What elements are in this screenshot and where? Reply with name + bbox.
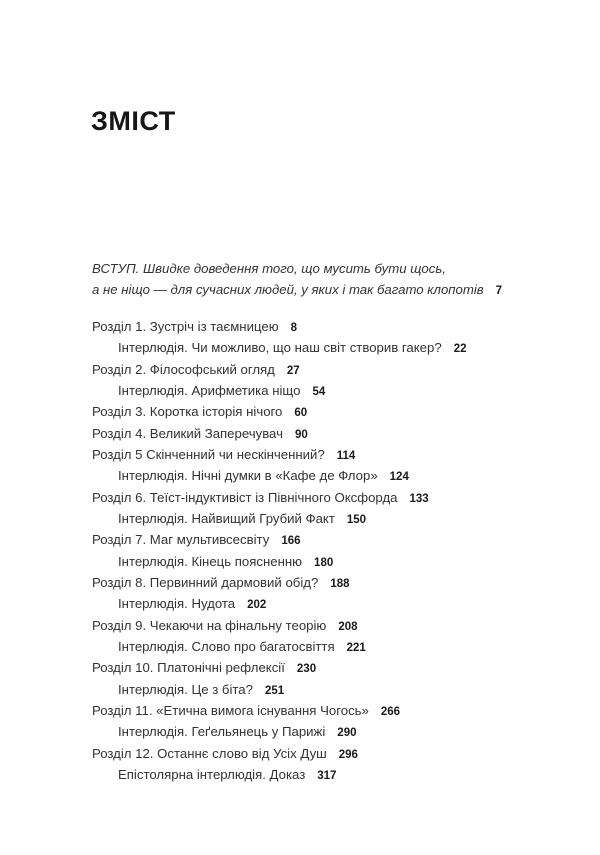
page-number: 317 bbox=[317, 769, 337, 782]
page-number: 114 bbox=[336, 449, 356, 462]
page-number: 221 bbox=[346, 641, 366, 654]
page-number: 180 bbox=[314, 556, 334, 569]
page-number: 133 bbox=[409, 492, 429, 505]
toc-chapter-entry[interactable] bbox=[92, 445, 466, 466]
page-title: ЗМІСТ bbox=[91, 106, 176, 136]
toc-chapter-entry[interactable] bbox=[92, 744, 466, 765]
entry-title: Розділ 12. Останнє слово від Усіх Душ bbox=[92, 745, 327, 761]
page-number: 230 bbox=[296, 663, 317, 676]
page-number: 7 bbox=[495, 284, 503, 297]
entry-title: Розділ 3. Коротка історія нічого bbox=[92, 404, 283, 420]
page-number: 296 bbox=[338, 748, 358, 761]
page-number: 90 bbox=[294, 428, 308, 441]
entry-title: Інтерлюдія. Чи можливо, що наш світ створив гакер? bbox=[118, 340, 442, 356]
entry-title: Розділ 9. Чекаючи на фінальну теорію bbox=[92, 617, 327, 633]
entry-title: Розділ 1. Зустріч із таємницею bbox=[92, 319, 279, 334]
intro-line-1: ВСТУП. Швидке доведення того, що мусить бути щось, bbox=[92, 261, 446, 276]
toc-interlude-entry[interactable] bbox=[92, 680, 466, 701]
toc-chapter-entry[interactable] bbox=[92, 616, 466, 637]
toc-interlude-entry[interactable] bbox=[92, 637, 466, 658]
toc-chapter-entry[interactable] bbox=[92, 701, 466, 722]
page-number: 8 bbox=[290, 322, 297, 334]
entry-title: Розділ 11. «Етична вимога існування Чогось» bbox=[92, 702, 369, 718]
page-number: 251 bbox=[264, 684, 285, 697]
toc-interlude-entry[interactable] bbox=[92, 338, 466, 359]
entry-title: Розділ 7. Маг мультивсесвіту bbox=[92, 532, 270, 548]
toc-intro-entry[interactable] bbox=[92, 259, 502, 301]
entry-title: Інтерлюдія. Найвищий Грубий Факт bbox=[118, 510, 335, 526]
toc-chapter-entry[interactable] bbox=[92, 317, 466, 338]
entry-title: Розділ 10. Платонічні рефлексії bbox=[92, 660, 285, 676]
toc-interlude-entry[interactable] bbox=[92, 509, 466, 530]
toc-chapter-entry[interactable] bbox=[92, 573, 466, 594]
intro-line-2: а не ніщо — для сучасних людей, у яких і так багато клопотів bbox=[92, 281, 484, 297]
page-number: 202 bbox=[247, 599, 267, 612]
toc-interlude-entry[interactable] bbox=[92, 381, 466, 402]
entry-title: Інтерлюдія. Це з біта? bbox=[118, 681, 253, 697]
entry-title: Інтерлюдія. Нічні думки в «Кафе де Флор» bbox=[118, 468, 378, 484]
page-number: 188 bbox=[330, 577, 350, 590]
entry-title: Інтерлюдія. Арифметика ніщо bbox=[118, 382, 301, 398]
entry-title: Інтерлюдія. Слово про багатосвіття bbox=[118, 638, 335, 654]
toc-interlude-entry[interactable] bbox=[92, 765, 466, 786]
page-number: 150 bbox=[346, 513, 367, 526]
entry-title: Розділ 8. Первинний дармовий обід? bbox=[92, 574, 319, 590]
page-number: 290 bbox=[337, 727, 357, 740]
entry-title: Розділ 5 Скінченний чи нескінченний? bbox=[92, 446, 325, 462]
page-number: 60 bbox=[294, 407, 308, 420]
toc-interlude-entry[interactable] bbox=[92, 466, 466, 487]
entry-title: Епістолярна інтерлюдія. Доказ bbox=[118, 766, 306, 782]
entry-title: Інтерлюдія. Нудота bbox=[118, 596, 236, 612]
toc-chapter-entry[interactable] bbox=[92, 658, 466, 679]
page-number: 22 bbox=[453, 343, 467, 356]
toc-chapter-entry[interactable] bbox=[92, 530, 466, 551]
toc-chapter-entry[interactable] bbox=[92, 488, 466, 509]
entry-title: Розділ 4. Великий Заперечувач bbox=[92, 425, 283, 441]
page-number: 124 bbox=[389, 471, 409, 484]
toc-chapter-entry[interactable] bbox=[92, 360, 466, 381]
entry-title: Розділ 2. Філософський огляд bbox=[92, 361, 275, 377]
toc-chapter-entry[interactable] bbox=[92, 402, 466, 423]
entry-title: Розділ 6. Теїст-індуктивіст із Північного Оксфорда bbox=[92, 489, 398, 505]
page-number: 166 bbox=[281, 535, 301, 548]
toc-interlude-entry[interactable] bbox=[92, 722, 466, 743]
page-number: 266 bbox=[380, 705, 401, 718]
toc-interlude-entry[interactable] bbox=[92, 594, 466, 615]
toc-interlude-entry[interactable] bbox=[92, 552, 466, 573]
page-number: 208 bbox=[338, 620, 358, 633]
table-of-contents bbox=[92, 317, 466, 786]
page-number: 27 bbox=[286, 364, 300, 377]
page-number: 54 bbox=[312, 385, 326, 398]
toc-chapter-entry[interactable] bbox=[92, 424, 466, 445]
entry-title: Інтерлюдія. Кінець поясненню bbox=[118, 553, 303, 569]
entry-title: Інтерлюдія. Геґельянець у Парижі bbox=[118, 724, 326, 740]
